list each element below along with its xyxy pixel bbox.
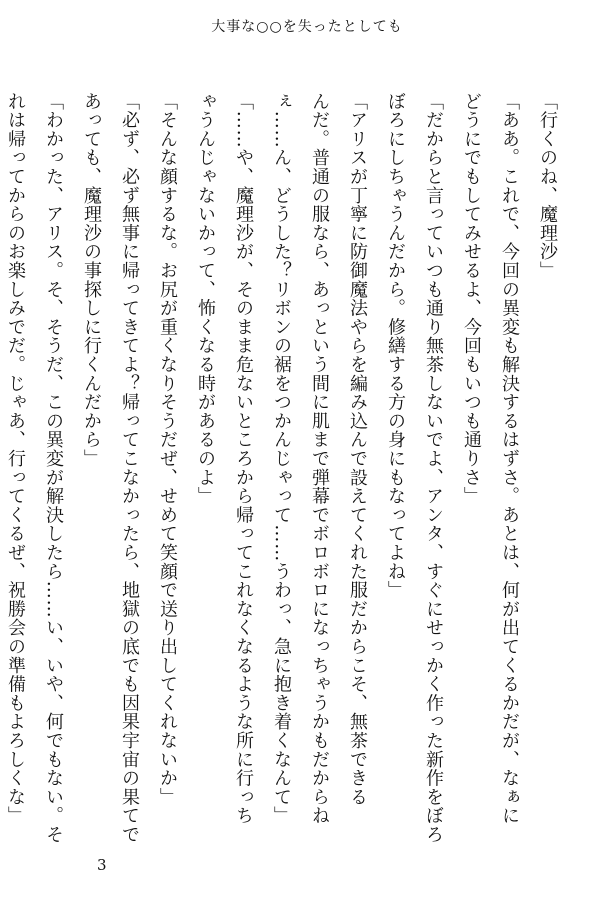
text-line: ゃうんじゃないかって、怖くなる時があるのよ」 <box>195 92 216 506</box>
page-number: 3 <box>97 856 107 874</box>
text-line: 「アリスが丁寧に防御魔法やらを編み込んで設えてくれた服だからこそ、無茶できる <box>347 92 368 807</box>
text-line: 「……や、魔理沙が、そのまま危ないところから帰ってこれなくなるような所に行っち <box>233 92 254 826</box>
text-line: 「ああ。これで、今回の異変も解決するはずさ。あとは、何が出てくるかだが、なぁに <box>499 92 520 826</box>
text-line: れは帰ってからのお楽しみでだ。じゃあ、行ってくるぜ、祝勝会の準備もよろしくな」 <box>5 92 26 826</box>
text-line: 「だからと言っていつも通り無茶しないでよ、アンタ、すぐにせっかく作った新作をぼろ <box>423 92 444 844</box>
text-line: どうにでもしてみせるよ、今回もいつも通りさ」 <box>461 92 482 506</box>
text-line: んだ。普通の服なら、あっという間に肌まで弾幕でボロボロになっちゃうかもだからね <box>309 92 330 826</box>
text-line: 「わかった、アリス。そ、そうだ、この異変が解決したら……い、いや、何でもない。そ <box>43 92 64 844</box>
text-line: 「そんな顔するな。お尻が重くなりそうだぜ、せめて笑顔で送り出してくれないか」 <box>157 92 178 807</box>
text-line: ぇ……ん、どうした？リボンの裾をつかんじゃって……うわっ、急に抱き着くなんて」 <box>271 92 292 826</box>
text-line: あっても、魔理沙の事探しに行くんだから」 <box>81 92 102 468</box>
text-line: ぼろにしちゃうんだから。修繕する方の身にもなってよね」 <box>385 92 406 600</box>
text-line: 「必ず、必ず無事に帰ってきてよ？帰ってこなかったら、地獄の底でも因果宇宙の果てで <box>119 92 140 844</box>
vertical-body-text <box>5 92 566 844</box>
text-line: 「行くのね、魔理沙」 <box>537 92 558 280</box>
running-header: 大事な○○を失ったとしても <box>211 19 403 35</box>
